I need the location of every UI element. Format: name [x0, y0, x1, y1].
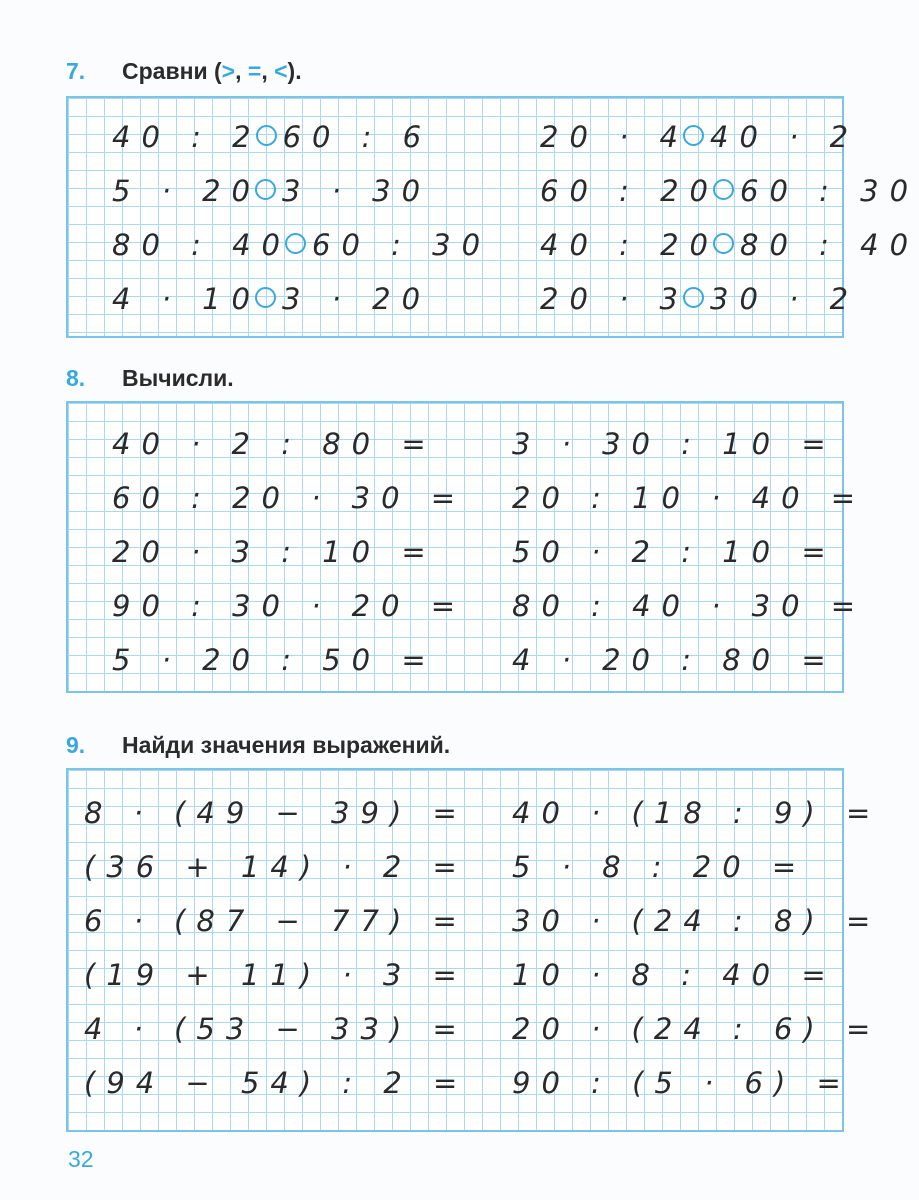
task-9-expression-left: 6 · (87 − 77) =: [84, 904, 468, 938]
task-9-expression-right: 10 · 8 : 40 =: [512, 958, 837, 992]
task-9-expression-left: (19 + 11) · 3 =: [84, 958, 468, 992]
task-8-expression-right: 50 · 2 : 10 =: [512, 535, 837, 569]
compare-left-3: 80 : 40 60 : 30: [112, 228, 492, 262]
task-8-expression-right: 80 : 40 · 30 =: [512, 589, 867, 623]
task-8-number: 8.: [66, 365, 86, 391]
task-8-expression-left: 5 · 20 : 50 =: [112, 643, 437, 677]
task-9-expression-right: 20 · (24 : 6) =: [512, 1012, 882, 1046]
task-9-number: 9.: [66, 732, 86, 758]
task-7-header: [66, 58, 302, 85]
less-symbol: <: [274, 58, 288, 84]
task-9-expression-left: (94 − 54) : 2 =: [84, 1066, 469, 1100]
compare-left-2: 5 · 20 3 · 30: [112, 174, 432, 208]
task-9-expression-right: 30 · (24 : 8) =: [512, 904, 882, 938]
compare-right-2: 60 : 20 60 : 30: [540, 174, 919, 208]
greater-symbol: >: [221, 58, 236, 84]
task-9-header: [66, 732, 450, 759]
page-number: 32: [68, 1146, 94, 1172]
compare-circle[interactable]: [255, 287, 276, 308]
task-9-expression-left: 4 · (53 − 33) =: [84, 1012, 468, 1046]
compare-right-3: 40 : 20 80 : 40: [540, 228, 919, 262]
task-7-title-suffix: ).: [287, 58, 302, 84]
task-8-expression-right: 20 : 10 · 40 =: [512, 481, 867, 515]
task-8-expression-left: 20 · 3 : 10 =: [112, 535, 437, 569]
compare-circle[interactable]: [713, 233, 734, 254]
task-9-expression-right: 40 · (18 : 9) =: [512, 796, 882, 830]
equal-symbol: =: [247, 58, 262, 84]
compare-circle[interactable]: [683, 125, 704, 146]
compare-circle[interactable]: [683, 287, 704, 308]
compare-circle[interactable]: [285, 233, 306, 254]
task-8-expression-left: 60 : 20 · 30 =: [112, 481, 467, 515]
compare-left-1: 40 : 2 60 : 6: [112, 120, 433, 154]
task-8-title: Вычисли.: [122, 365, 234, 391]
compare-right-1: 20 · 4 40 · 2: [540, 120, 860, 154]
task-8-expression-left: 90 : 30 · 20 =: [112, 589, 467, 623]
task-7-title-prefix: Сравни (: [122, 58, 222, 84]
task-8-expression-left: 40 · 2 : 80 =: [112, 427, 437, 461]
task-9-title: Найди значения выражений.: [122, 732, 451, 758]
task-9-expression-right: 90 : (5 · 6) =: [512, 1066, 852, 1100]
compare-right-4: 20 · 3 30 · 2: [540, 282, 860, 316]
compare-left-4: 4 · 10 3 · 20: [112, 282, 432, 316]
task-8-header: [66, 365, 234, 392]
compare-circle[interactable]: [255, 179, 276, 200]
compare-circle[interactable]: [256, 125, 277, 146]
task-9-expression-right: 5 · 8 : 20 =: [512, 850, 808, 884]
task-7-number: 7.: [66, 58, 86, 84]
task-9-expression-left: (36 + 14) · 2 =: [84, 850, 468, 884]
task-8-expression-right: 3 · 30 : 10 =: [512, 427, 837, 461]
compare-circle[interactable]: [713, 179, 734, 200]
task-7-title: Сравни (>, =, <).: [122, 58, 302, 84]
task-9-expression-left: 8 · (49 − 39) =: [84, 796, 468, 830]
task-8-expression-right: 4 · 20 : 80 =: [512, 643, 837, 677]
